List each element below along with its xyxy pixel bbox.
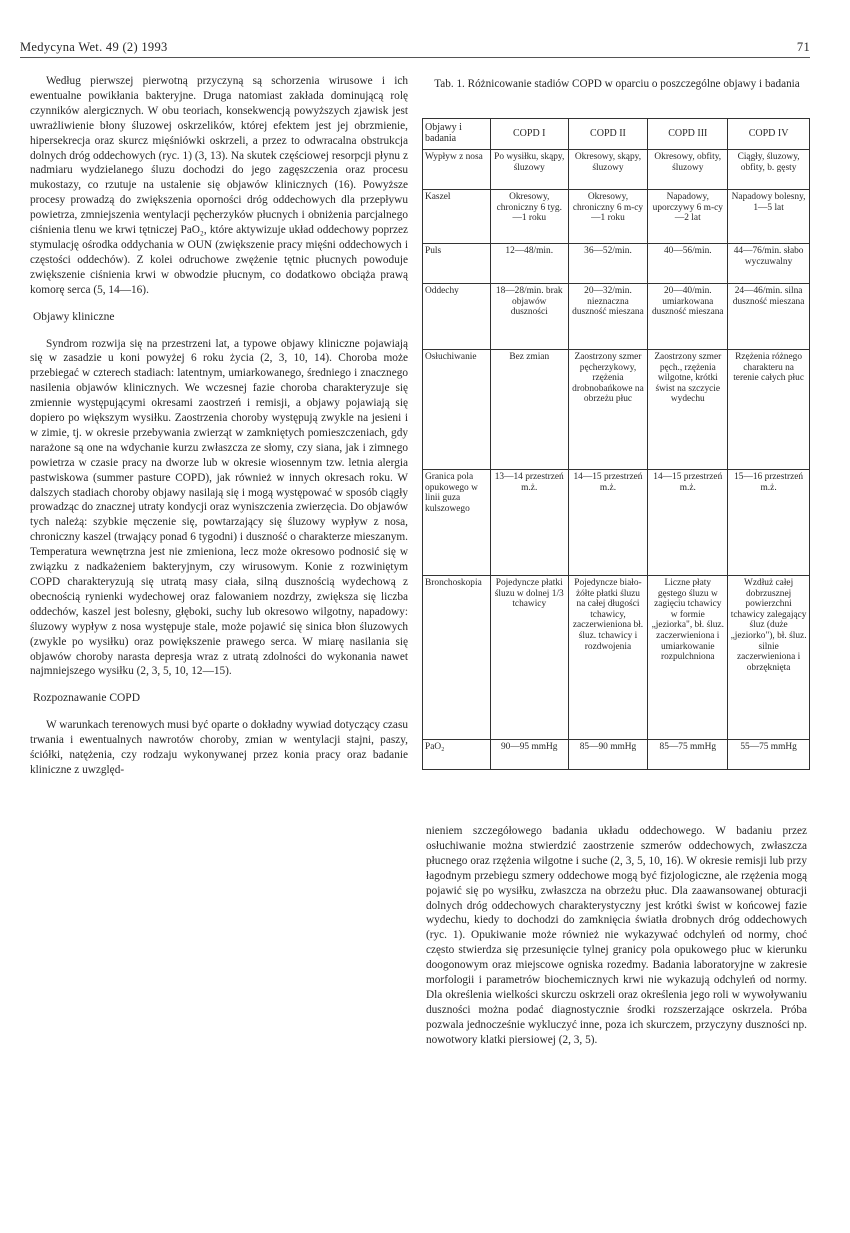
- table-cell: 20—40/min. umiarkowana duszność mieszana: [648, 284, 728, 350]
- table-cell: 18—28/min. brak objawów duszności: [490, 284, 568, 350]
- table-cell: Okresowy, obfity, śluzowy: [648, 150, 728, 190]
- table-row: [423, 350, 810, 470]
- table-cell: Zaostrzony szmer pęch., rzężenia wilgotne, krótki świst na szczycie wydechu: [648, 350, 728, 470]
- column-header: COPD IV: [728, 119, 810, 150]
- table-cell: 90—95 mmHg: [490, 740, 568, 770]
- table-row: [423, 244, 810, 284]
- table-cell: Ciągły, śluzowy, obfity, b. gęsty: [728, 150, 810, 190]
- page-number: 71: [796, 40, 810, 54]
- column-header: COPD III: [648, 119, 728, 150]
- journal-citation: Medycyna Wet. 49 (2) 1993: [20, 40, 168, 54]
- row-label: Oddechy: [423, 284, 491, 350]
- table-header-row: [423, 119, 810, 150]
- table-cell: 15—16 przestrzeń m.ż.: [728, 470, 810, 576]
- table-cell: 14—15 przestrzeń m.ż.: [568, 470, 648, 576]
- table-cell: Pojedyncze biało-żółte płatki śluzu na całej długości tchawicy, zaczerwieniona bł. śluz. tchawicy i rozdwojenia: [568, 576, 648, 740]
- table-cell: 85—75 mmHg: [648, 740, 728, 770]
- table-cell: Bez zmian: [490, 350, 568, 470]
- left-column: [30, 74, 408, 778]
- table-cell: Okresowy, chroniczny 6 tyg.—1 roku: [490, 190, 568, 244]
- table-cell: Pojedyncze płatki śluzu w dolnej 1/3 tchawicy: [490, 576, 568, 740]
- section-heading-diagnosis: Rozpoznawanie COPD: [33, 692, 140, 705]
- table-cell: 55—75 mmHg: [728, 740, 810, 770]
- header-divider: [20, 57, 810, 58]
- copd-stages-table: [422, 118, 810, 770]
- table-cell: 24—46/min. silna duszność mieszana: [728, 284, 810, 350]
- table-caption: Tab. 1. Różnicowanie stadiów COPD w oparciu o poszczególne objawy i badania: [434, 78, 800, 90]
- row-label: Wypływ z nosa: [423, 150, 491, 190]
- table-cell: Okresowy, skąpy, śluzowy: [568, 150, 648, 190]
- section-heading-clinical-signs: Objawy kliniczne: [33, 310, 115, 323]
- table-cell: Wzdłuż całej dobrzusznej powierzchni tchawicy zalegający śluz (duże „jeziorko"), bł. śluz. silnie zaczerwieniona i obrzęknięta: [728, 576, 810, 740]
- paragraph-diagnosis: W warunkach terenowych musi być oparte o dokładny wywiad dotyczący czasu trwania i ewentualnych nawrotów choroby, zmian w wentylacji stajni, paszy, ściółki, natężenia, czy rodzaju wykonywanej przez konia pracy oraz badanie kliniczne z uwzględ-: [30, 719, 408, 776]
- table-cell: 14—15 przestrzeń m.ż.: [648, 470, 728, 576]
- table-row: [423, 284, 810, 350]
- table-cell: 85—90 mmHg: [568, 740, 648, 770]
- column-header: COPD II: [568, 119, 648, 150]
- table-cell: Napadowy bolesny, 1—5 lat: [728, 190, 810, 244]
- table-cell: 44—76/min. słabo wyczuwalny: [728, 244, 810, 284]
- table-cell: 12—48/min.: [490, 244, 568, 284]
- table-cell: Po wysiłku, skąpy, śluzowy: [490, 150, 568, 190]
- table-row: [423, 470, 810, 576]
- table-cell: Okresowy, chroniczny 6 m-cy—1 roku: [568, 190, 648, 244]
- table-cell: 13—14 przestrzeń m.ż.: [490, 470, 568, 576]
- row-label: PaO₂: [423, 740, 491, 770]
- paragraph-clinical-signs: Syndrom rozwija się na przestrzeni lat, a typowe objawy kliniczne pojawiają się w zasadzie u koni powyżej 6 roku życia (2, 3, 10, 14). Choroba może przebiegać w czterech stadiach: latentnym, umiarkowanego, średniego i znacznego nasilenia objawów klinicznych. We wczesnej fazie choroba charakteryzuje się zmiennie występującymi okresami zaostrzeń i remisji, a objawy pojawiają się dopiero po większym wysiłku. Zaostrzenia choroby występują zwykle na jesieni i w zimie, tj. w okresie przebywania zwierząt w zamkniętych pomieszczeniach, gdy narażone są one na wdychanie kurzu zwłaszcza ze słomy, czy siana, jak i zimnego powietrza w czasie pracy na dworze lub w okresie wiosennym tzw. letnia alergia pastwiskowa (summer pasture COPD), jak również w innych okresach roku. W dalszych stadiach choroby objawy nasilają się i mogą występować w sposób ciągły prowadząc do znacznej utraty kondycji oraz wyniszczenia zwierzęcia. Do objawów tych należą: szybkie męczenie się, powtarzający się śluzowy wypływ z nosa, chroniczny kaszel (trwający ponad 6 tygodni) i duszność o charakterze mieszanym. Temperatura wewnętrzna jest nie zmieniona, lecz może okresowo podnosić się w związku z nadkażeniem bakteryjnym, czy wirusowym. Konie z rozwiniętym COPD charakteryzują się utratą masy ciała, silną dusznością wydechową z obecnością rynienki wydechowej oraz falowaniem nozdrzy, zwiększa się liczba oddechów, kaszel jest bolesny, głęboki, suchy lub okresowo wilgotny, napadowy: śluzowy wypływ z nosa występuje stale, może pojawić się sinica błon śluzowych (zwykle po wysiłku) oraz powiększenie prawego serca. W miarę nasilania się objawów choroby narasta depresja wraz z utratą zdolności do wykonania nawet najmniejszego wysiłku (2, 3, 5, 10, 12—15).: [30, 337, 408, 678]
- column-header: COPD I: [490, 119, 568, 150]
- paragraph-etiology: Według pierwszej pierwotną przyczyną są schorzenia wirusowe i ich ewentualne powikłania bakteryjne. Druga natomiast zakłada dominującą rolę czynników alergicznych. W obu teoriach, konsekwencją powyższych zjawisk jest uwrażliwienie błony śluzowej oskrzelików, której efektem jest jej obrzmienie, hipersekrecja oraz skurcz mięśniówki oskrzeli, a przez to odwracalna obstrukcja dolnych dróg oddechowych (ryc. 1) (3, 13). Na skutek częściowej resorpcji płynu z nadmiaru wydzielanego śluzu dochodzi do jego zagęszczenia oraz procesu mukostazy, co rzutuje na ustalenie się objawów klinicznych (16). Powyższe procesy prowadzą do zwiększenia oporności dróg oddechowych dla przepływu powietrza, zmniejszenia wentylacji pęcherzyków płucnych i obniżenia parcjalnego ciśnienia tlenu we krwi tętniczej PaO₂, które aktywizuje układ oddechowy poprzez stymulację ośrodka oddychania w OUN (zwiększenie pracy mięśni oddechowych i częstości oddechów). Z kolei odruchowe zwężenie tętnic płucnych powoduje zwiększenie ciśnienia krwi w obwodzie płucnym, co dodatkowo obciąża prawą komorę serca (5, 14—16).: [30, 75, 408, 296]
- row-label: Puls: [423, 244, 491, 284]
- table-cell: Rzężenia różnego charakteru na terenie całych płuc: [728, 350, 810, 470]
- row-label: Kaszel: [423, 190, 491, 244]
- table-row: [423, 576, 810, 740]
- table-row: [423, 190, 810, 244]
- table-row: [423, 150, 810, 190]
- right-column: [426, 824, 807, 1048]
- table-cell: Napadowy, uporczywy 6 m-cy—2 lat: [648, 190, 728, 244]
- table-cell: 40—56/min.: [648, 244, 728, 284]
- table-cell: 20—32/min. nieznaczna duszność mieszana: [568, 284, 648, 350]
- table-cell: Liczne płaty gęstego śluzu w zagięciu tchawicy w formie „jeziorka", bł. śluz. zaczerwieniona i umiarkowanie rozpulchniona: [648, 576, 728, 740]
- row-label: Bronchoskopia: [423, 576, 491, 740]
- table-row: [423, 740, 810, 770]
- paragraph-diagnosis-continued: nieniem szczegółowego badania układu oddechowego. W badaniu przez osłuchiwanie można stwierdzić zaostrzenie szmerów oddechowych, zwłaszcza płucnego oraz rzężenia wilgotne i suche (2, 3, 5, 10, 16). W okresie remisji lub przy łagodnym przebiegu szmery oddechowe mogą być fizjologiczne, ale rzężenia mogą pojawić się po wysiłku, zwłaszcza na obrzeżu płuc. Dla zaawansowanej obturacji dolnych dróg oddechowych charakterystyczny jest krótki świst w końcowej fazie wydechu, kiedy to dochodzi do zamknięcia światła drobnych dróg oddechowych (ryc. 1). Opukiwanie może również nie wykazywać odchyleń od normy, choć często stwierdza się przesunięcie tylnej granicy pola opukowego płuc w kierunku doogonowym oraz miejscowe ogniska rozedmy. Badania laboratoryjne w zakresie morfologii i parametrów biochemicznych krwi nie wykazują odchyleń od normy. Dla określenia wielkości skurczu oskrzeli oraz określenia jego roli w wywoływaniu duszności można podać diagnostycznie środki rozszerzające oskrzela. Próba pozwala jednocześnie wykluczyć inne, poza ich skurczem, przyczyny duszności np. nowotwory klatki piersiowej (2, 3, 5).: [426, 825, 807, 1046]
- table-cell: Zaostrzony szmer pęcherzykowy, rzężenia drobnobańkowe na obrzeżu płuc: [568, 350, 648, 470]
- running-header: [20, 40, 810, 58]
- row-label: Granica pola opukowego w linii guza kulszowego: [423, 470, 491, 576]
- table-corner-header: Objawy i badania: [423, 119, 491, 150]
- row-label: Osłuchiwanie: [423, 350, 491, 470]
- table-cell: 36—52/min.: [568, 244, 648, 284]
